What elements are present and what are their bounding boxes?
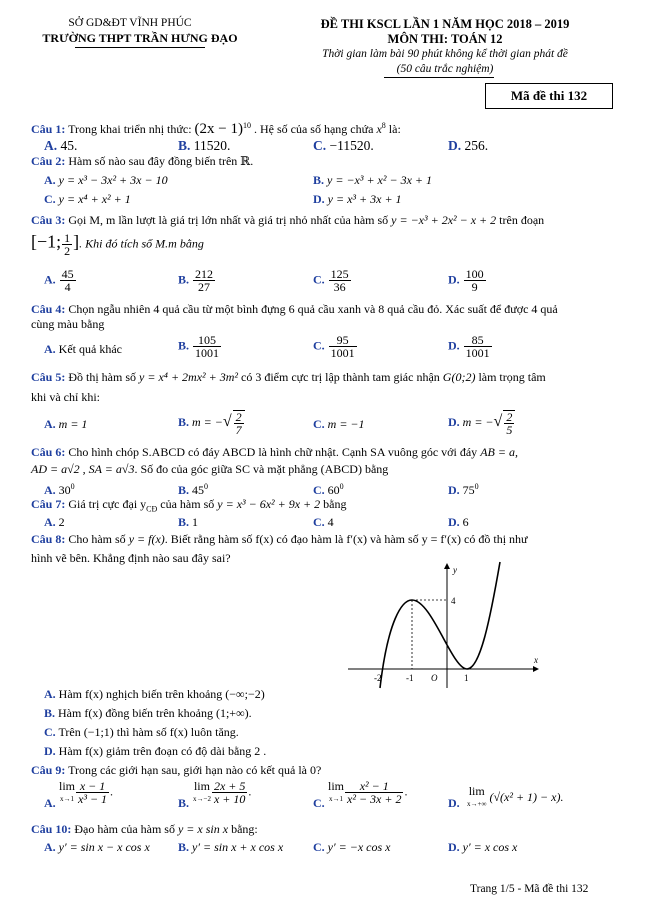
q8-option-d[interactable]: D. Hàm f(x) giảm trên đoạn có độ dài bằng 2 . (44, 744, 267, 758)
x-axis-label: x (534, 655, 538, 665)
question-4: Câu 4: Chọn ngẫu nhiên 4 quả cầu từ một bình đựng 6 quả cầu xanh và 8 quả cầu đỏ. Xác suất để được 4 quả (31, 302, 558, 316)
count-underline (384, 77, 494, 78)
q9-option-d-label[interactable]: D. (448, 796, 460, 810)
q5-option-c[interactable]: C. m = −1 (313, 417, 365, 431)
question-6: Câu 6: Cho hình chóp S.ABCD có đáy ABCD là hình chữ nhật. Cạnh SA vuông góc với đáy AB = a, (31, 445, 518, 459)
q6-option-a[interactable]: A. $30^0$ (44, 482, 75, 497)
q9-option-b[interactable]: lim x→−2 $\frac{2x + 5}{x + 10}$ . (193, 778, 252, 806)
time-note: Thời gian làm bài 90 phút không kể thời gian phát đề (322, 48, 568, 60)
question-5: Câu 5: Đồ thị hàm số y = x⁴ + 2mx² + 3m² có 3 điểm cực trị lập thành tam giác nhận G(0;2) làm trọng tâm (31, 370, 546, 384)
q4-option-c[interactable]: C. $\frac{95}{1001}$ (313, 333, 355, 360)
q1-option-c[interactable]: C. −11520. (313, 138, 374, 153)
q4-option-d[interactable]: D. $\frac{85}{1001}$ (448, 333, 490, 360)
q10-option-b[interactable]: B. y′ = sin x + x cos x (178, 840, 284, 854)
q3-option-b[interactable]: B. $\frac{212}{27}$ (178, 267, 214, 294)
q1-option-d[interactable]: D. 256. (448, 138, 489, 153)
y-axis-label: y (453, 565, 457, 575)
q10-option-c[interactable]: C. y′ = −x cos x (313, 840, 391, 854)
exam-title: ĐỀ THI KSCL LẦN 1 NĂM HỌC 2018 – 2019 (320, 17, 570, 31)
question-6-cont: AD = a√2 , SA = a√3. Số đo của góc giữa SC và mặt phẳng (ABCD) bằng (31, 462, 389, 476)
q10-option-a[interactable]: A. y′ = sin x − x cos x (44, 840, 150, 854)
q8-option-c[interactable]: C. Trên (−1;1) thì hàm số f(x) luôn tăng. (44, 725, 239, 739)
q9-option-a-label[interactable]: A. (44, 796, 56, 810)
q3-option-c[interactable]: C. $\frac{125}{36}$ (313, 267, 349, 294)
tick-4: 4 (451, 596, 456, 606)
q8-option-a[interactable]: A. Hàm f(x) nghịch biến trên khoảng (−∞;−2) (44, 687, 265, 701)
question-8-cont: hình vẽ bên. Khẳng định nào sau đây sai? (31, 551, 231, 565)
question-10: Câu 10: Đạo hàm của hàm số y = x sin x bằng: (31, 822, 258, 836)
question-5-cont: khi và chỉ khi: (31, 390, 100, 404)
q8-option-b[interactable]: B. Hàm f(x) đồng biến trên khoảng (1;+∞). (44, 706, 252, 720)
q2-option-c[interactable]: C. y = x⁴ + x² + 1 (44, 192, 131, 206)
question-1: Câu 1: Trong khai triển nhị thức: $(2x - 1)^{10}$ . Hệ số của số hạng chứa $x^8$ là: (31, 121, 401, 137)
q3-option-a[interactable]: A. $\frac{45}{4}$ (44, 267, 74, 294)
q1-option-b[interactable]: B. 11520. (178, 138, 231, 153)
q2-option-a[interactable]: A. y = x³ − 3x² + 3x − 10 (44, 173, 168, 187)
q6-option-b[interactable]: B. $45^0$ (178, 482, 209, 497)
tick-minus-1: -1 (406, 673, 414, 683)
school-underline (75, 47, 205, 48)
q5-option-d[interactable]: D. m = −√ $\frac{2}{5}$ (448, 410, 516, 436)
q9-option-a[interactable]: lim x→1 $\frac{x - 1}{\text{x³ − 1}}$ . (59, 778, 114, 806)
q1-option-a[interactable]: A. 45. (44, 138, 78, 153)
tick-minus-2: -2 (374, 673, 382, 683)
question-9-options (31, 780, 631, 818)
count-note: (50 câu trắc nghiệm) (396, 63, 494, 75)
q4-option-a[interactable]: A. Kết quả khác (44, 342, 122, 356)
q9-option-b-label[interactable]: B. (178, 796, 190, 810)
question-2: Câu 2: Hàm số nào sau đây đồng biến trên ℝ. (31, 154, 254, 168)
question-3-options (31, 268, 631, 300)
q9-option-c[interactable]: lim x→1 $\frac{\text{x² − 1}}{\text{x² − 3x + 2}}$ . (328, 778, 408, 806)
exam-subject: MÔN THI: TOÁN 12 (387, 32, 503, 46)
tick-1: 1 (464, 673, 469, 683)
q2-option-d[interactable]: D. y = x³ + 3x + 1 (313, 192, 402, 206)
question-4-cont: cùng màu bằng (31, 317, 105, 331)
question-9: Câu 9: Trong các giới hạn sau, giới hạn nào có kết quả là 0? (31, 763, 322, 777)
question-4-options (31, 334, 631, 366)
question-8: Câu 8: Cho hàm số y = f(x). Biết rằng hàm số f(x) có đạo hàm là f′(x) và hàm số y = f′(x) có đồ thị như (31, 532, 528, 546)
q7-option-c[interactable]: C. 4 (313, 515, 334, 529)
q3-option-d[interactable]: D. $\frac{100}{9}$ (448, 267, 484, 294)
q4-option-b[interactable]: B. $\frac{105}{1001}$ (178, 333, 220, 360)
q6-option-d[interactable]: D. $75^0$ (448, 482, 479, 497)
question-3: Câu 3: Gọi M, m lần lượt là giá trị lớn nhất và giá trị nhỏ nhất của hàm số y = −x³ + 2x² − x + 2 trên đoạn (31, 213, 545, 227)
question-7: Câu 7: Giá trị cực đại $y_{CĐ}$ của hàm số y = x³ − 6x² + 9x + 2 bằng (31, 497, 347, 514)
q7-option-d[interactable]: D. 6 (448, 515, 469, 529)
dept-name: SỞ GD&ĐT VĨNH PHÚC (68, 17, 192, 29)
q6-option-c[interactable]: C. $60^0$ (313, 482, 344, 497)
q7-option-a[interactable]: A. 2 (44, 515, 65, 529)
q9-option-d[interactable]: lim x→+∞ (√(x² + 1) − x). (467, 784, 564, 808)
q5-option-a[interactable]: A. m = 1 (44, 417, 88, 431)
question-5-options (31, 410, 631, 442)
page-footer: Trang 1/5 - Mã đề thi 132 (470, 883, 589, 895)
q5-option-b[interactable]: B. m = −√ $\frac{2}{7}$ (178, 410, 246, 436)
q9-option-c-label[interactable]: C. (313, 796, 325, 810)
q2-option-b[interactable]: B. y = −x³ + x² − 3x + 1 (313, 173, 433, 187)
school-name: TRƯỜNG THPT TRẦN HƯNG ĐẠO (42, 31, 238, 45)
q10-option-d[interactable]: D. y′ = x cos x (448, 840, 518, 854)
question-3-interval: [−1; $\frac{1}{2}$ ]. Khi đó tích số M.m bằng (31, 231, 204, 258)
derivative-graph (340, 560, 540, 690)
q7-option-b[interactable]: B. 1 (178, 515, 199, 529)
origin-label: O (431, 673, 438, 683)
exam-code-box: Mã đề thi 132 (485, 83, 613, 109)
